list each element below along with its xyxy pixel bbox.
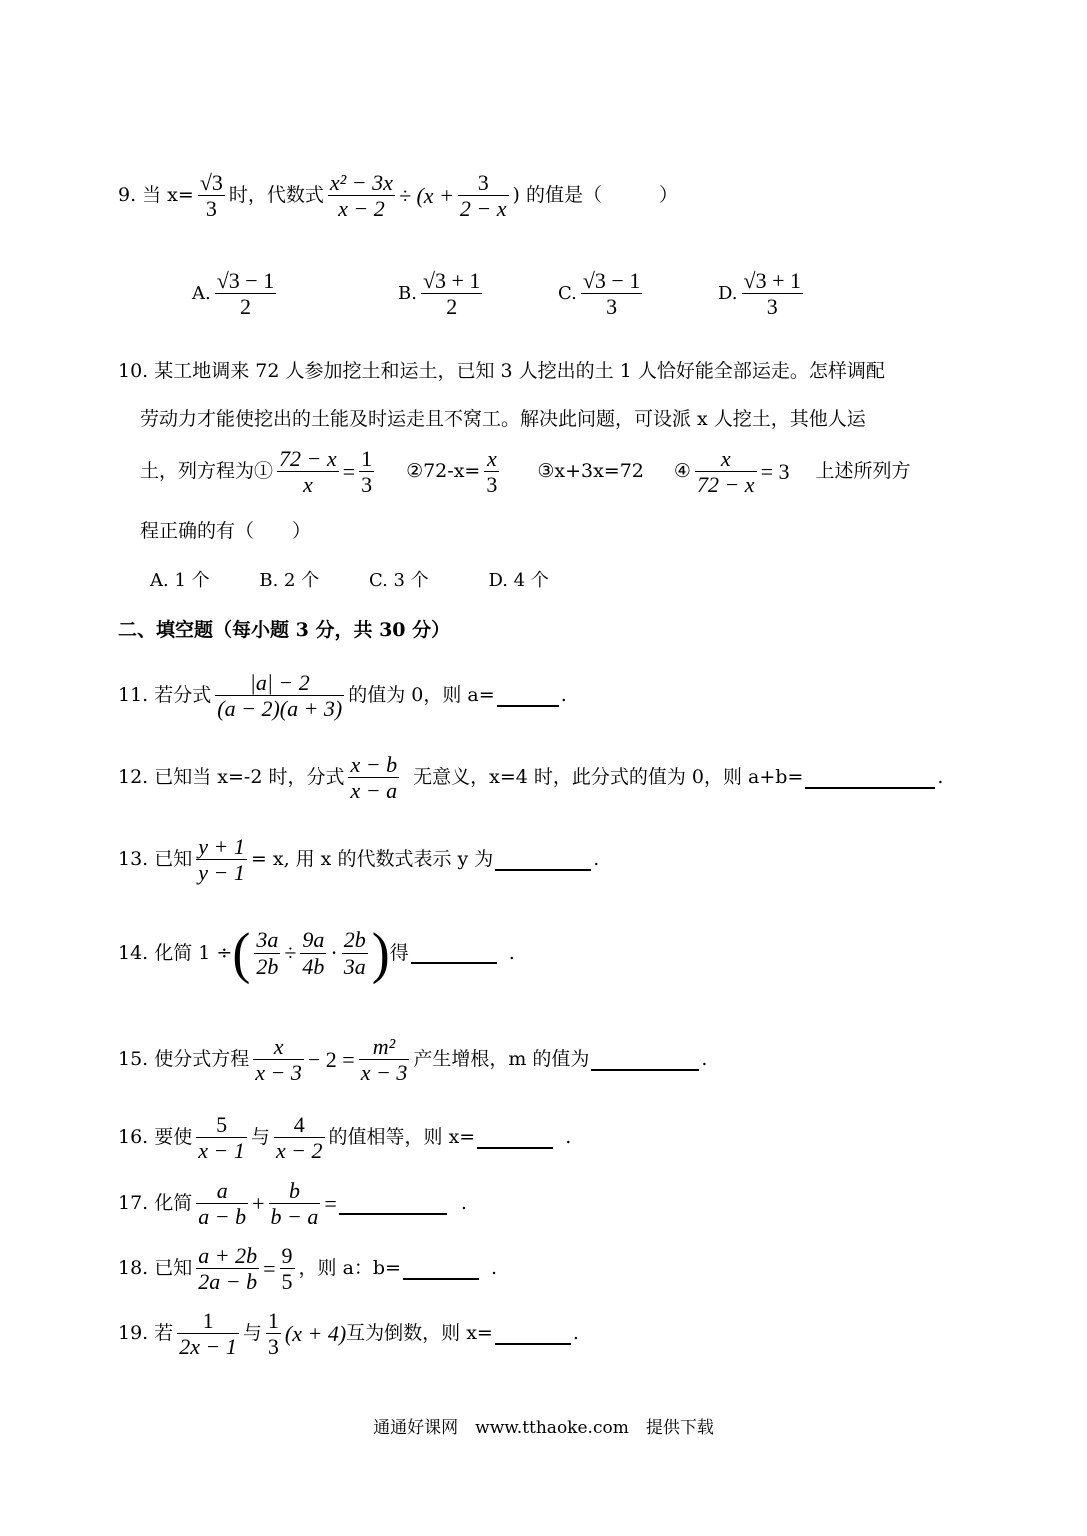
q10-line-1: 10. 某工地调来 72 人参加挖土和运土，已知 3 人挖出的土 1 人恰好能全部运走。怎样调配	[118, 360, 885, 382]
fraction-numerator: 1	[202, 1308, 214, 1333]
option-label: A.	[192, 283, 211, 305]
fraction-numerator: 4	[293, 1112, 305, 1137]
question-13	[118, 834, 599, 886]
q15-period: .	[701, 1048, 708, 1071]
q9-option-c	[558, 268, 646, 320]
q9-option-a	[192, 268, 280, 320]
q15-stem-b: 产生增根，m 的值为	[413, 1048, 590, 1071]
q10-option-d: D. 4 个	[488, 570, 549, 591]
question-11	[118, 670, 567, 722]
q18-stem-b: ，则 a：b=	[298, 1257, 401, 1280]
q18-fraction-1	[196, 1243, 259, 1295]
fraction-denominator: 2	[239, 294, 251, 320]
q19-stem: 19. 若	[118, 1322, 174, 1345]
q15-stem: 15. 使分式方程	[118, 1048, 250, 1071]
q16-stem-b: 的值相等，则 x=	[328, 1126, 476, 1149]
q9-option-b	[398, 268, 486, 320]
q10-eq1-right	[359, 446, 374, 498]
q9-div-part: ÷ (x +	[398, 182, 454, 208]
q12-period: .	[937, 766, 944, 789]
q10-line-3-a: 土，列方程为①	[140, 460, 274, 483]
divide-sign: ÷	[284, 940, 297, 965]
answer-blank[interactable]	[805, 767, 935, 789]
q14-fraction-1	[254, 927, 280, 979]
q12-fraction	[348, 752, 399, 804]
fraction-denominator: 5	[281, 1269, 293, 1295]
q16-stem: 16. 要使	[118, 1126, 193, 1149]
fraction-numerator: x − b	[350, 752, 398, 777]
q10-option-b: B. 2 个	[259, 570, 320, 591]
q11-fraction	[215, 670, 344, 722]
q10-line-3-b: 上述所列方	[815, 460, 911, 483]
equals-sign: =	[324, 1190, 337, 1216]
fraction-numerator: √3	[199, 170, 223, 195]
q16-fraction-1	[196, 1112, 247, 1164]
fraction-numerator: 9a	[302, 927, 325, 953]
q9-x-fraction	[198, 170, 225, 222]
fraction-denominator: 2x − 1	[179, 1334, 237, 1360]
q17-fraction-1	[196, 1178, 248, 1230]
option-fraction	[742, 268, 803, 320]
q9-fraction-2	[458, 170, 509, 222]
fraction-numerator: x	[273, 1034, 284, 1059]
fraction-denominator: 2b	[256, 953, 279, 979]
fraction-numerator: m²	[372, 1034, 396, 1059]
fraction-denominator: x − 2	[275, 1138, 323, 1164]
q15-fraction-2	[359, 1034, 410, 1086]
option-fraction	[215, 268, 276, 320]
answer-blank[interactable]	[495, 1323, 571, 1345]
q13-stem-b: = x, 用 x 的代数式表示 y 为	[250, 848, 494, 871]
q10-eq2: ②72-x=	[406, 460, 481, 483]
fraction-denominator: 2 − x	[459, 196, 507, 222]
fraction-denominator: 3	[486, 472, 498, 498]
option-label: D.	[718, 283, 738, 305]
fraction-numerator: 5	[216, 1112, 228, 1137]
q9-stem-a: 9.	[118, 184, 137, 207]
question-17	[118, 1178, 467, 1230]
fraction-numerator: √3 + 1	[743, 268, 801, 293]
fraction-denominator: 3	[361, 472, 373, 498]
q14-fraction-3	[342, 927, 368, 979]
q10-line-4: 程正确的有（ ）	[140, 520, 312, 542]
question-18	[118, 1243, 497, 1295]
option-fraction	[421, 268, 482, 320]
q17-fraction-2	[269, 1178, 321, 1230]
q12-stem-b: 无意义，x=4 时，此分式的值为 0，则 a+b=	[413, 766, 804, 789]
q10-eq4-fraction	[695, 446, 757, 498]
q9-tail: ) 的值是（ ）	[512, 184, 678, 207]
q10-eq4-rhs: = 3	[760, 458, 790, 484]
fraction-numerator: 3a	[256, 927, 279, 953]
fraction-denominator: 2a − b	[198, 1269, 258, 1295]
fraction-numerator: √3 − 1	[582, 268, 641, 293]
answer-blank[interactable]	[411, 942, 497, 964]
q14-fraction-2	[300, 927, 326, 979]
question-14	[118, 921, 515, 985]
q14-period: .	[508, 941, 515, 964]
q9-stem-a2: 当 x=	[142, 184, 194, 207]
q12-stem: 12. 已知当 x=-2 时，分式	[118, 766, 345, 789]
q13-stem: 13. 已知	[118, 848, 193, 871]
q17-period: .	[460, 1192, 467, 1215]
fraction-denominator: (a − 2)(a + 3)	[217, 696, 343, 722]
fraction-denominator: 3	[606, 294, 618, 320]
q14-stem: 14. 化简 1 ÷	[118, 941, 233, 964]
fraction-denominator: x − 3	[360, 1060, 408, 1086]
fraction-denominator: x − 2	[338, 196, 385, 222]
question-16	[118, 1112, 571, 1164]
option-label: B.	[398, 283, 417, 305]
q19-paren-expr: (x + 4)	[284, 1320, 347, 1346]
q9-option-d	[718, 268, 807, 320]
q19-fraction-2	[266, 1308, 281, 1360]
answer-blank[interactable]	[497, 685, 559, 707]
q14-stem-b: 得	[389, 941, 409, 964]
q11-stem: 11. 若分式	[118, 684, 212, 707]
fraction-denominator: 2	[446, 294, 458, 320]
q10-eq4-label: ④	[673, 460, 691, 483]
fraction-denominator: 3	[205, 196, 217, 222]
q10-options	[150, 572, 549, 590]
fraction-numerator: a	[216, 1178, 228, 1203]
q10-eq1-left	[277, 446, 339, 498]
fraction-denominator: x − 3	[255, 1060, 302, 1086]
q11-period: .	[560, 684, 567, 707]
answer-blank[interactable]	[495, 849, 591, 871]
fraction-denominator: y − 1	[198, 860, 245, 886]
option-fraction	[581, 268, 642, 320]
fraction-denominator: x − 1	[198, 1138, 245, 1164]
q15-middle: − 2 =	[307, 1046, 355, 1072]
q11-stem-b: 的值为 0，则 a=	[348, 684, 495, 707]
q10-eq2-fraction	[484, 446, 499, 498]
q17-stem: 17. 化简	[118, 1192, 193, 1215]
fraction-numerator: 1	[361, 446, 373, 471]
q15-fraction-1	[253, 1034, 304, 1086]
fraction-denominator: b − a	[270, 1204, 319, 1230]
question-9	[118, 170, 678, 222]
fraction-denominator: 3	[766, 294, 778, 320]
fraction-numerator: 2b	[343, 927, 366, 953]
option-label: C.	[558, 283, 577, 305]
fraction-numerator: |a| − 2	[249, 670, 310, 695]
fraction-numerator: a + 2b	[198, 1243, 258, 1268]
answer-blank[interactable]	[591, 1049, 699, 1071]
q16-middle: 与	[250, 1126, 270, 1149]
multiply-dot: ·	[330, 940, 338, 965]
equals-sign: =	[263, 1255, 276, 1281]
answer-blank[interactable]	[403, 1258, 479, 1280]
answer-blank[interactable]	[339, 1193, 447, 1215]
fraction-numerator: 1	[267, 1308, 279, 1333]
fraction-numerator: x	[486, 446, 497, 471]
q13-fraction	[196, 834, 247, 886]
section-title: 二、填空题（每小题 3 分，共 30 分）	[118, 619, 451, 641]
question-19	[118, 1308, 579, 1360]
fraction-numerator: y + 1	[198, 834, 245, 859]
fraction-denominator: a − b	[198, 1204, 247, 1230]
right-paren: )	[371, 921, 390, 985]
fraction-numerator: x	[720, 446, 731, 471]
fraction-numerator: 72 − x	[279, 446, 337, 471]
fraction-denominator: x	[302, 472, 313, 498]
fraction-numerator: √3 + 1	[422, 268, 481, 293]
q16-fraction-2	[274, 1112, 325, 1164]
q10-eq3: ③x+3x=72	[537, 460, 644, 483]
q19-fraction-1	[177, 1308, 239, 1360]
q10-line-2: 劳动力才能使挖出的土能及时运走且不窝工。解决此问题，可设派 x 人挖土，其他人运	[140, 408, 866, 430]
question-12	[118, 752, 943, 804]
fraction-denominator: 72 − x	[696, 472, 755, 498]
answer-blank[interactable]	[477, 1127, 553, 1149]
left-paren: (	[232, 921, 251, 985]
q18-stem: 18. 已知	[118, 1257, 193, 1280]
q10-option-c: C. 3 个	[368, 570, 429, 591]
q9-fraction-1	[328, 170, 395, 222]
fraction-denominator: 4b	[302, 953, 325, 979]
fraction-numerator: √3 − 1	[216, 268, 275, 293]
q13-period: .	[593, 848, 600, 871]
fraction-numerator: b	[288, 1178, 300, 1203]
fraction-denominator: x − a	[350, 778, 398, 804]
fraction-denominator: 3	[267, 1334, 279, 1360]
q19-middle: 与	[242, 1322, 262, 1345]
fraction-numerator: 3	[477, 170, 489, 195]
q9-stem-b: 时，代数式	[228, 184, 324, 207]
equals-sign: =	[342, 458, 356, 484]
q10-option-a: A. 1 个	[150, 570, 210, 591]
q18-fraction-2	[280, 1243, 295, 1295]
fraction-denominator: 3a	[343, 953, 366, 979]
q19-stem-b: 互为倒数，则 x=	[346, 1322, 493, 1345]
fraction-numerator: x² − 3x	[329, 170, 393, 195]
q18-period: .	[491, 1257, 498, 1280]
fraction-numerator: 9	[281, 1243, 293, 1268]
plus-sign: +	[252, 1190, 265, 1216]
footer-text: 通通好课网 www.tthaoke.com 提供下载	[373, 1418, 714, 1438]
question-15	[118, 1034, 707, 1086]
q10-line-3	[140, 446, 911, 498]
q16-period: .	[565, 1126, 572, 1149]
q19-period: .	[572, 1322, 579, 1345]
